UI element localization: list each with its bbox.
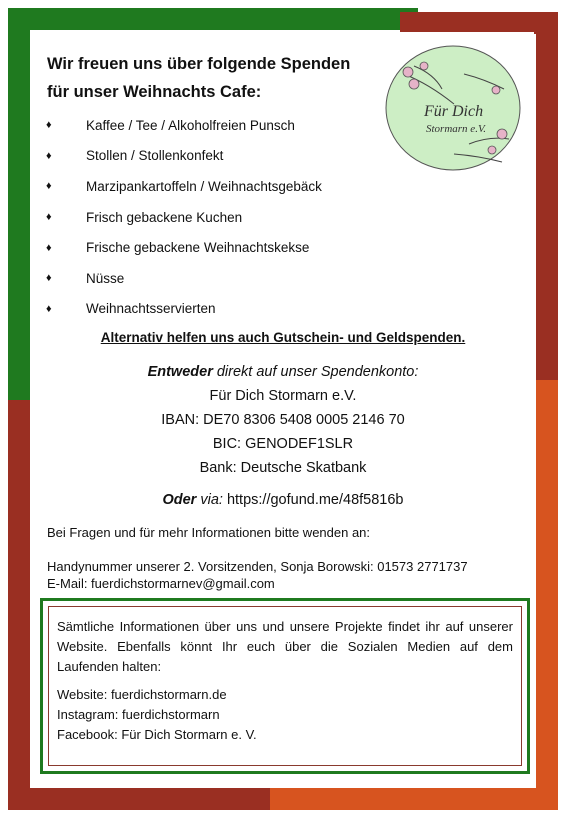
list-item-label: Nüsse <box>86 270 125 286</box>
logo-text-line-2: Stormarn e.V. <box>426 123 486 135</box>
list-item <box>46 294 322 325</box>
info-box <box>40 598 530 774</box>
border-orange-bottom <box>270 788 558 810</box>
donation-list <box>46 110 322 324</box>
list-item <box>46 110 322 141</box>
list-item-label: Frische gebackene Weihnachtskekse <box>86 240 310 256</box>
or-text: via: <box>196 492 223 508</box>
alternative-donations-note: Alternativ helfen uns auch Gutschein- und Geldspenden. <box>100 330 466 345</box>
fuer-dich-stormarn-logo <box>384 44 522 172</box>
either-text: direkt auf unser Spendenkonto: <box>212 364 419 380</box>
diamond-bullet-icon: ♦ <box>46 241 52 254</box>
list-item <box>46 141 322 172</box>
facebook-link[interactable]: Facebook: Für Dich Stormarn e. V. <box>57 727 257 742</box>
border-green-top <box>8 8 418 30</box>
diamond-bullet-icon: ♦ <box>46 119 52 132</box>
website-link[interactable]: Website: fuerdichstormarn.de <box>57 687 227 702</box>
border-red-left <box>8 400 30 810</box>
list-item-label: Marzipankartoffeln / Weihnachtsgebäck <box>86 178 322 194</box>
diamond-bullet-icon: ♦ <box>46 302 52 315</box>
account-bank: Bank: Deutsche Skatbank <box>199 460 367 476</box>
diamond-bullet-icon: ♦ <box>46 211 52 224</box>
contact-email[interactable]: E-Mail: fuerdichstormarnev@gmail.com <box>47 576 275 591</box>
list-item-label: Stollen / Stollenkonfekt <box>86 148 224 164</box>
account-iban: IBAN: DE70 8306 5408 0005 2146 70 <box>161 412 405 428</box>
list-item <box>46 171 322 202</box>
info-intro: Sämtliche Informationen über uns und unsere Projekte findet ihr auf unserer Website. Ebenfalls könnt Ihr euch über die Sozialen Medien auf dem Laufenden halten: <box>57 619 513 674</box>
account-intro <box>32 364 534 380</box>
account-bic: BIC: GENODEF1SLR <box>212 436 354 452</box>
diamond-bullet-icon: ♦ <box>46 180 52 193</box>
instagram-link[interactable]: Instagram: fuerdichstormarn <box>57 707 220 722</box>
either-label: Entweder <box>147 364 213 380</box>
or-label: Oder <box>162 492 197 508</box>
info-box-content <box>48 606 522 766</box>
list-item <box>46 232 322 263</box>
headline-line-2: für unser Weihnachts Cafe: <box>47 83 262 101</box>
border-orange-right <box>536 380 558 810</box>
logo-text-line-1: Für Dich <box>424 103 484 120</box>
flyer-page <box>32 32 534 786</box>
list-item-label: Weihnachtsservierten <box>86 301 216 317</box>
border-red-right <box>536 12 558 392</box>
gofundme-link[interactable]: https://gofund.me/48f5816b <box>222 492 404 508</box>
diamond-bullet-icon: ♦ <box>46 149 52 162</box>
border-red-bottom <box>8 788 278 810</box>
contact-question: Bei Fragen und für mehr Informationen bitte wenden an: <box>47 525 371 540</box>
list-item <box>46 263 322 294</box>
list-item-label: Frisch gebackene Kuchen <box>86 209 243 225</box>
border-red-top <box>400 12 558 34</box>
diamond-bullet-icon: ♦ <box>46 272 52 285</box>
list-item <box>46 202 322 233</box>
list-item-label: Kaffee / Tee / Alkoholfreien Punsch <box>86 117 295 133</box>
contact-phone: Handynummer unserer 2. Vorsitzenden, Sonja Borowski: 01573 2771737 <box>47 559 468 574</box>
headline <box>47 50 350 106</box>
headline-line-1: Wir freuen uns über folgende Spenden <box>47 55 351 73</box>
border-green-left <box>8 8 30 428</box>
account-name: Für Dich Stormarn e.V. <box>209 388 357 404</box>
gofundme-line <box>32 492 534 508</box>
